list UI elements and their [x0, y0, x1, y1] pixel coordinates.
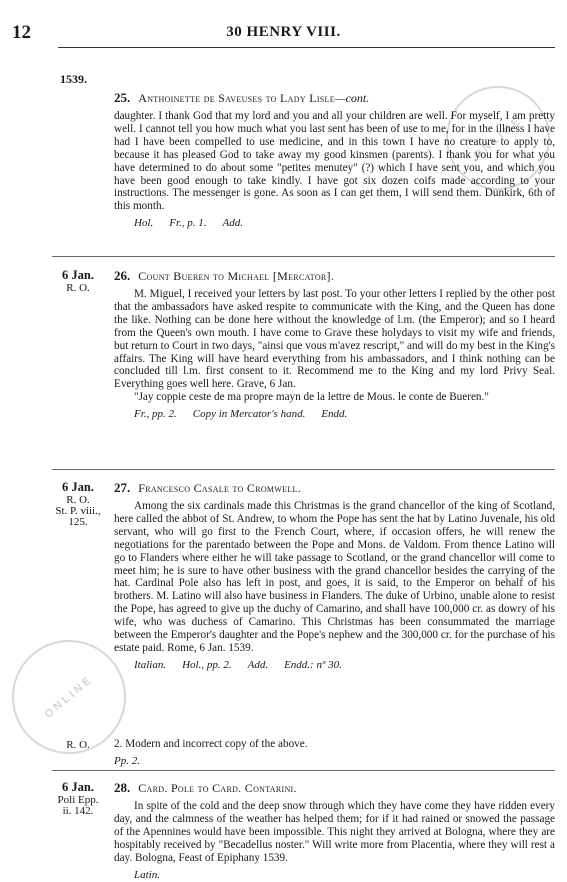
entry-paragraph: daughter. I thank God that my lord and you and all your children are well. For myself, I am pretty well. I cannot tell you how much what you last sent has been of use to me, for in the illness I have had I have been compelled to use medicine, and in this town I have no creature to apply to, because it has pleased God to take away my good kinsmen (parents). I thank you for what you have determined to do about some "petites menutey" (?) which I have sent you, and which you have been good enough to take kindly. I have got six dozen coifs made according to your instructions. The messenger is gone. As soon as I can get them, I will send them. Dunkirk, 6th of this month.	[114, 110, 555, 213]
entry-title-text: Card. Pole to Card. Contarini.	[138, 781, 297, 795]
note-copy: Copy in Mercator's hand.	[192, 408, 306, 421]
entry-title-suffix: —cont.	[334, 91, 370, 105]
entry-margin	[52, 780, 104, 817]
watermark-stamp: ONLINE	[0, 617, 149, 778]
note-pages: Pp. 2.	[114, 754, 140, 767]
entry-body	[114, 480, 555, 672]
entry-date: 6 Jan.	[62, 780, 94, 794]
watermark-stamp: ONLINE	[425, 65, 567, 212]
entry-body	[114, 90, 555, 230]
note-language: Italian.	[134, 658, 167, 671]
entry-note	[114, 407, 555, 421]
note-language: Fr., pp. 2.	[134, 408, 177, 421]
entry-separator	[52, 770, 555, 771]
note-pages: Fr., p. 1.	[169, 217, 207, 230]
entry-note	[114, 658, 555, 672]
margin-year: 1539.	[60, 72, 87, 86]
entry-title-text: Anthoinette de Saveuses to Lady Lisle	[138, 91, 335, 105]
entry-margin	[52, 740, 104, 751]
entry-title	[114, 268, 555, 284]
entry-ref: R. O.	[66, 494, 90, 506]
entry-number: 27.	[114, 480, 131, 495]
note-language: Latin.	[134, 868, 160, 881]
page-number: 12	[12, 22, 31, 43]
entry-paragraph: Among the six cardinals made this Christmas is the grand chancellor of the king of Scotland, here called the abbot of St. Andrew, to whom the Pope has sent the hat by Latino Juvenale, his old servant, who will go first to the French Court, where, if occasion offers, he will renew the negotiations for the parentado between the Pope and Mons. de Valdom. From thence Latino will go to Flanders where either he will take passage to Scotland, or the grand chancellor will come to meet him; he is sure to have other business with the grand chancellor besides the carrying of the hat. Cardinal Pole also has left in post, and goes, it is said, to the Emperor on behalf of his brothers. M. Latino will also have business in Flanders. The duke of Urbino, unable alone to resist the Pope, has agreed to give up the duchy of Camarino, and shall have 100,000 cr. as dowry of his wife, who was duchess of Camarino. This Christmas has been consummated the marriage between the Emperor's daughter and the Pope's nephew and the 300,000 cr. for the purchase of his estate paid. Rome, 6 Jan. 1539.	[114, 500, 555, 654]
entry-margin	[52, 480, 104, 528]
entry-body	[114, 738, 555, 768]
entry-body	[114, 268, 555, 421]
page-header	[0, 20, 567, 44]
entry-title	[114, 780, 555, 796]
note-hand: Hol.	[134, 217, 154, 230]
entry-title-text: Francesco Casale to Cromwell.	[138, 481, 302, 495]
note-endd: Endd.: nº 30.	[284, 658, 342, 671]
entry-note	[114, 754, 555, 768]
entry-margin	[52, 268, 104, 294]
entry-title	[114, 480, 555, 496]
entry-paragraph: 2. Modern and incorrect copy of the above.	[114, 738, 308, 750]
entry-note	[114, 216, 555, 230]
entry-ref: R. O.	[66, 282, 90, 294]
entry-ref: R. O.	[66, 739, 90, 751]
entry-title-text: Count Bueren to Michael [Mercator].	[138, 269, 335, 283]
entry-paragraph: M. Miguel, I received your letters by last post. To your other letters I replied by the other post that the ambassadors have asked respite to communicate with the King, and the Queen has done the like. Nothing can be done here without the knowledge of l.m. (the Emperor); and so I heard from the Queen's own mouth. I have come to Grave these holydays to visit my wife and friends, but return to Court in two days, "ainsi que vous m'avez rescript," and will do my best in the King's affairs. The King will have heard everything from his ambassadors, and I think nothing can be concluded till l.m. first consent to it. Recommend me to the King and my lord Privy Seal. Everything goes well here. Grave, 6 Jan.	[114, 288, 555, 391]
note-add: Add.	[247, 658, 269, 671]
entry-body	[114, 780, 555, 882]
entry-paragraph: "Jay coppie ceste de ma propre mayn de la lettre de Mous. le conte de Bueren."	[134, 391, 489, 404]
note-add: Add.	[222, 217, 244, 230]
entry-paragraph: In spite of the cold and the deep snow through which they have come they have ridden every day, and the calmness of the weather has helped them; for if it had rained or snowed the passage of the Apennines would have been impossible. This night they arrived at Bologna, where they are hospitably received by "Becadellus noster." Will write more from Placentia, where they will rest a day. Bologna, Feast of Epiphany 1539.	[114, 800, 555, 864]
entry-separator	[52, 469, 555, 470]
entry-ref: 125.	[68, 516, 88, 528]
entry-separator	[52, 256, 555, 257]
entry-date: 6 Jan.	[62, 480, 94, 494]
entry-number: 26.	[114, 268, 131, 283]
note-pages: Hol., pp. 2.	[182, 658, 232, 671]
entry-ref: ii. 142.	[62, 805, 94, 817]
entry-note	[114, 868, 555, 882]
entry-ref: St. P. viii.,	[55, 505, 101, 517]
entry-date: 6 Jan.	[62, 268, 94, 282]
running-head: 30 HENRY VIII.	[226, 24, 341, 40]
header-rule	[58, 47, 555, 48]
entry-title	[114, 90, 555, 106]
entry-ref: Poli Epp.	[57, 794, 99, 806]
note-endd: Endd.	[321, 408, 348, 421]
entry-number: 28.	[114, 780, 131, 795]
entry-number: 25.	[114, 90, 131, 105]
